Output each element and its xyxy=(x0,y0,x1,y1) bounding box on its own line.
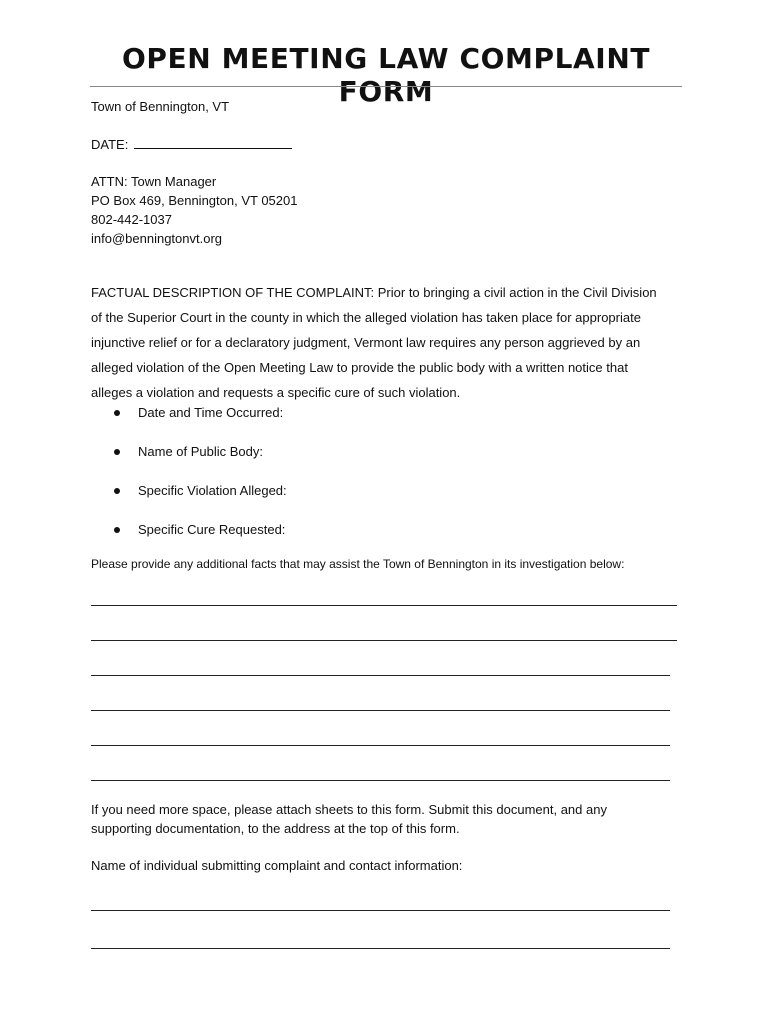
mailing-address xyxy=(91,172,297,248)
additional-facts-line-5[interactable] xyxy=(91,745,670,746)
additional-facts-line-3[interactable] xyxy=(91,675,670,676)
required-info-list xyxy=(114,403,287,559)
complaint-description: FACTUAL DESCRIPTION OF THE COMPLAINT: Prior to bringing a civil action in the Civil Division of the Superior Court in the county in which the alleged violation has taken place for appropriate injunctive relief or for a declaratory judgment, Vermont law requires any person aggrieved by an alleged violation of the Open Meeting Law to provide the public body with a written notice that alleges a violation and requests a specific cure of such violation. xyxy=(91,285,657,400)
list-item xyxy=(114,403,287,442)
bullet-public-body: Name of Public Body: xyxy=(138,444,264,459)
bullet-date-time: Date and Time Occurred: xyxy=(138,405,284,420)
more-space-line-1: If you need more space, please attach sheets to this form. Submit this document, and any xyxy=(91,802,607,817)
date-row xyxy=(91,136,292,152)
additional-facts-prompt: Please provide any additional facts that may assist the Town of Bennington in its investigation below: xyxy=(91,557,625,571)
date-label: DATE: xyxy=(91,137,129,152)
bullet-icon xyxy=(114,488,120,494)
more-space-note xyxy=(91,800,607,838)
additional-facts-line-2[interactable] xyxy=(91,640,677,641)
date-field[interactable] xyxy=(134,136,292,149)
more-space-line-2: supporting documentation, to the address at the top of this form. xyxy=(91,821,460,836)
address-email[interactable]: info@benningtonvt.org xyxy=(91,231,223,246)
additional-facts-line-4[interactable] xyxy=(91,710,670,711)
bullet-icon xyxy=(114,527,120,533)
additional-facts-line-6[interactable] xyxy=(91,780,670,781)
town-name: Town of Bennington, VT xyxy=(91,99,230,114)
list-item xyxy=(114,442,287,481)
address-po-box: PO Box 469, Bennington, VT 05201 xyxy=(91,193,298,208)
form-title: OPEN MEETING LAW COMPLAINT FORM xyxy=(121,42,651,108)
bullet-icon xyxy=(114,410,120,416)
submitter-label: Name of individual submitting complaint and contact information: xyxy=(91,858,463,873)
bullet-icon xyxy=(114,449,120,455)
additional-facts-line-1[interactable] xyxy=(91,605,677,606)
bullet-cure: Specific Cure Requested: xyxy=(138,522,286,537)
list-item xyxy=(114,520,287,559)
bullet-violation: Specific Violation Alleged: xyxy=(138,483,287,498)
submitter-line-1[interactable] xyxy=(91,910,670,911)
submitter-line-2[interactable] xyxy=(91,948,670,949)
title-divider xyxy=(90,86,682,87)
list-item xyxy=(114,481,287,520)
address-phone: 802-442-1037 xyxy=(91,212,172,227)
address-attn: ATTN: Town Manager xyxy=(91,174,217,189)
